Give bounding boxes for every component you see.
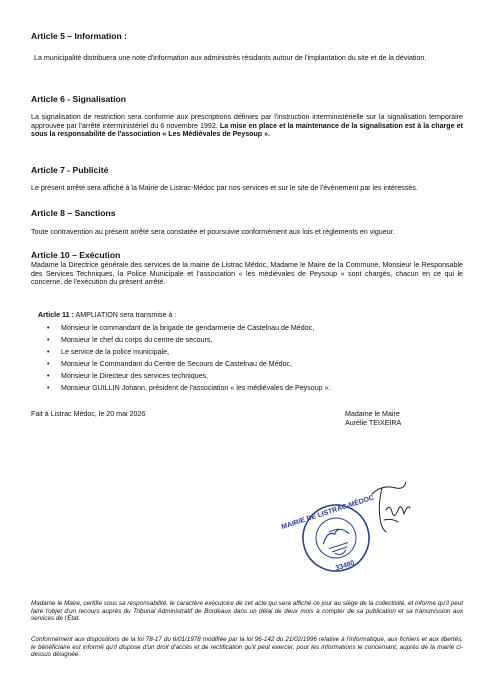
article-10-title: Article 10 – Exécution — [31, 250, 121, 260]
list-item-text: Monsieur GUILLIN Johann, président de l'association « les médiévales de Peysoup ». — [61, 384, 331, 392]
list-item — [47, 336, 461, 345]
list-item-text: Le service de la police municipale, — [61, 348, 170, 356]
article-6-text — [31, 113, 463, 139]
stamp-title: MAIRIE DE LISTRAC-MÉDOC — [280, 494, 375, 532]
list-item-text: Monsieur le commandant de la brigade de gendarmerie de Castelnau de Médoc, — [61, 324, 315, 332]
footer-certification: Madame le Maire, certifie sous sa responsabilité, le caractère exécutoire de cet acte qui sera affiché ce jour au siège de la collectivité, et informe qu'il peut faire l'objet d'un recours auprès du Tribunal Administratif de Bordeaux dans un délai de deux mois à compter de sa publication et sa transmission aux services de l'État. — [31, 600, 463, 623]
stamp-postcode: 33480 — [334, 559, 356, 573]
list-item-text: Monsieur le Directeur des services techniques, — [61, 372, 209, 380]
article-5-text: La municipalité distribuera une note d'information aux administrés résidants autour de l'implantation du site et de la déviation. — [34, 54, 427, 62]
mairie-stamp-seal — [280, 494, 375, 582]
article-6-title: Article 6 - Signalisation — [31, 94, 127, 104]
article-11-heading — [38, 311, 458, 320]
mayor-name: Aurélie TEIXEIRA — [345, 419, 402, 427]
article-8-text: Toute contravention au présent arrêté sera constatée et poursuivie conformément aux lois et règlements en vigueur. — [31, 228, 395, 236]
article-7-text: Le présent arrêté sera affiché à la Mairie de Listrac-Médoc par nos services et sur le site de l'évènement par les intéressés. — [31, 184, 418, 192]
article-6-text-regular: La signalisation de restriction sera conforme aux prescriptions définies par l'instruction interministérielle sur la signalisation temporaire approuvée par l'arrêté interministériel du 6 novembre 1992. — [31, 113, 463, 130]
bullet-icon: • — [47, 348, 50, 356]
list-item-text: Monsieur le Commandant du Centre de Secours de Castelnau de Médoc, — [61, 360, 293, 368]
article-6-text-bold: La mise en place et la maintenance de la signalisation est à la charge et sous la responsabilité de l'association « Les Médiévales de Peysoup ». — [31, 121, 463, 139]
bullet-icon: • — [47, 336, 50, 344]
article-7-title: Article 7 - Publicité — [31, 165, 109, 175]
article-11-title: Article 11 : — [38, 311, 74, 319]
place-date: Fait à Listrac Médoc, le 20 mai 2026 — [31, 410, 146, 418]
bullet-icon: • — [47, 384, 50, 392]
article-10-text: Madame la Directrice générale des services de la mairie de Listrac Médoc, Madame le Maire de la Commune, Monsieur le Responsable des Services Techniques, la Police Municipale et l'association « les médiévales de Peysoup » sont chargés, chacun en ce qui le concerne, de l'exécution du présent arrêté. — [31, 261, 463, 287]
list-item — [47, 372, 461, 381]
list-item — [47, 384, 461, 393]
article-11-intro: AMPLIATION sera transmise à : — [73, 311, 177, 319]
article-8-title: Article 8 – Sanctions — [31, 208, 116, 218]
list-item — [47, 324, 461, 333]
handwritten-signature — [368, 474, 414, 540]
list-item — [47, 360, 461, 369]
mayor-role: Madame le Maire — [345, 410, 400, 418]
list-item — [47, 348, 461, 357]
footer-privacy-notice: Conformément aux dispositions de la loi 78-17 du 6/01/1978 modifiée par la loi 96-142 du 21/02/1996 relative à l'informatique, aux fichiers et aux libertés, le bénéficiaire est informé qu'il dispose d'un droit d'accès et de rectification qu'il peut exercer, pour les informations le concernant, auprès de la mairie ci-dessus désignée. — [31, 636, 463, 659]
article-5-title: Article 5 – Information : — [31, 31, 127, 41]
list-item-text: Monsieur le chef du corps du centre de secours, — [61, 336, 213, 344]
bullet-icon: • — [47, 360, 50, 368]
bullet-icon: • — [47, 372, 50, 380]
bullet-icon: • — [47, 324, 50, 332]
